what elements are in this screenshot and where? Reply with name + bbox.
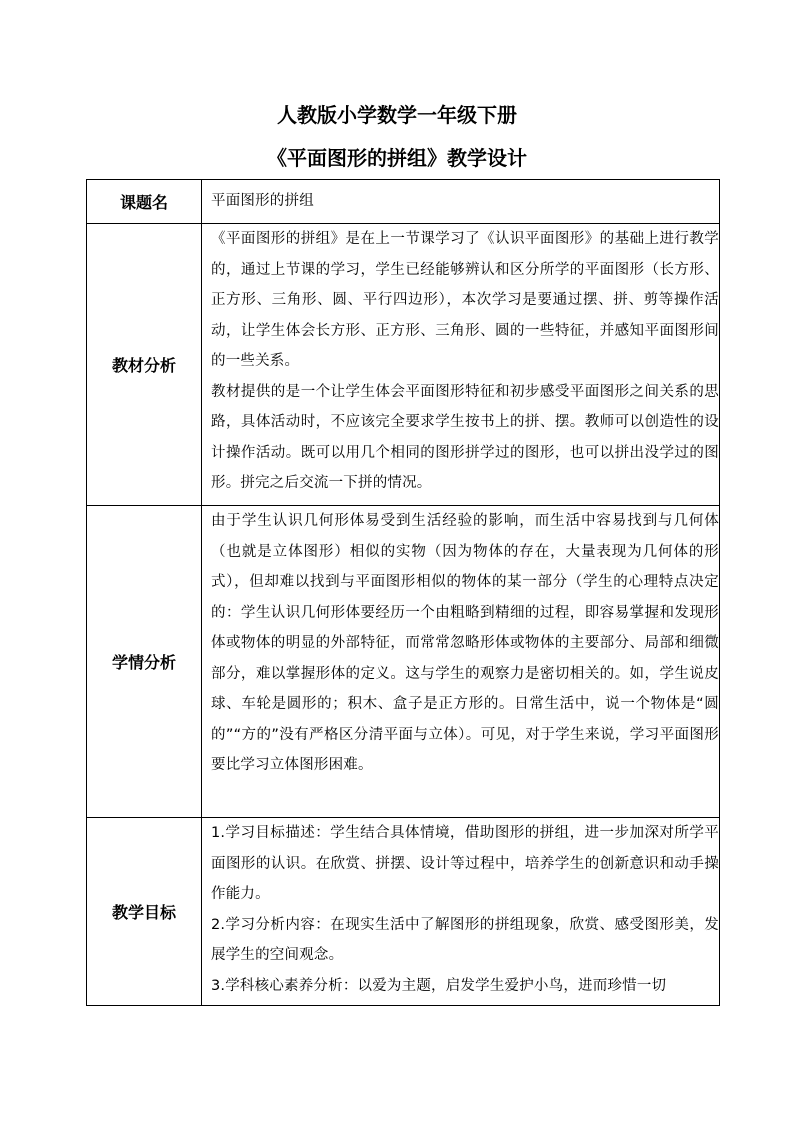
row-content-teaching-goals bbox=[202, 818, 720, 1006]
paragraph: 由于学生认识几何形体易受到生活经验的影响，而生活中容易找到与几何体（也就是立体图形）相似的实物（因为物体的存在，大量表现为几何体的形式），但却难以找到与平面图形相似的物体的某一部分（学生的心理特点决定的：学生认识几何形体要经历一个由粗略到精细的过程，即容易掌握和发现形体或物体的明显的外部特征，而常常忽略形体或物体的主要部分、局部和细微部分，难以掌握形体的定义。这与学生的观察力是密切相关的。如，学生说皮球、车轮是圆形的；积木、盒子是正方形的。日常生活中，说一个物体是“圆的”“方的”没有严格区分清平面与立体）。可见，对于学生来说，学习平面图形要比学习立体图形困难。 bbox=[211, 513, 719, 773]
paragraph: 平面图形的拼组 bbox=[211, 193, 314, 210]
lesson-plan-table bbox=[86, 179, 720, 1006]
table-row-textbook-analysis bbox=[87, 224, 720, 506]
row-content-textbook-analysis bbox=[202, 224, 720, 506]
paragraph: 教材提供的是一个让学生体会平面图形特征和初步感受平面图形之间关系的思路，具体活动时，不应该完全要求学生按书上的拼、摆。教师可以创造性的设计操作活动。既可以用几个相同的图形拼学过的图形，也可以拼出没学过的图形。拼完之后交流一下拼的情况。 bbox=[211, 383, 719, 491]
row-content-topic bbox=[202, 180, 720, 224]
table-row-student-analysis bbox=[87, 506, 720, 818]
table-row-topic bbox=[87, 180, 720, 224]
table-row-teaching-goals bbox=[87, 818, 720, 1006]
paragraph: 3.学科核心素养分析：以爱为主题，启发学生爱护小鸟，进而珍惜一切 bbox=[211, 977, 667, 994]
document-subtitle: 《平面图形的拼组》教学设计 bbox=[267, 146, 527, 170]
row-content-student-analysis bbox=[202, 506, 720, 818]
paragraph: 《平面图形的拼组》是在上一节课学习了《认识平面图形》的基础上进行教学的，通过上节课的学习，学生已经能够辨认和区分所学的平面图形（长方形、正方形、三角形、圆、平行四边形），本次学习是要通过摆、拼、剪等操作活动，让学生体会长方形、正方形、三角形、圆的一些特征，并感知平面图形间的一些关系。 bbox=[211, 231, 719, 369]
row-label-topic: 课题名 bbox=[87, 180, 202, 224]
row-label-teaching-goals: 教学目标 bbox=[87, 818, 202, 1006]
row-label-student-analysis: 学情分析 bbox=[87, 506, 202, 818]
document-title: 人教版小学数学一年级下册 bbox=[277, 103, 517, 127]
paragraph: 1.学习目标描述：学生结合具体情境，借助图形的拼组，进一步加深对所学平面图形的认识。在欣赏、拼摆、设计等过程中，培养学生的创新意识和动手操作能力。 bbox=[211, 825, 719, 902]
paragraph: 2.学习分析内容：在现实生活中了解图形的拼组现象，欣赏、感受图形美，发展学生的空间观念。 bbox=[211, 916, 719, 963]
row-label-textbook-analysis: 教材分析 bbox=[87, 224, 202, 506]
